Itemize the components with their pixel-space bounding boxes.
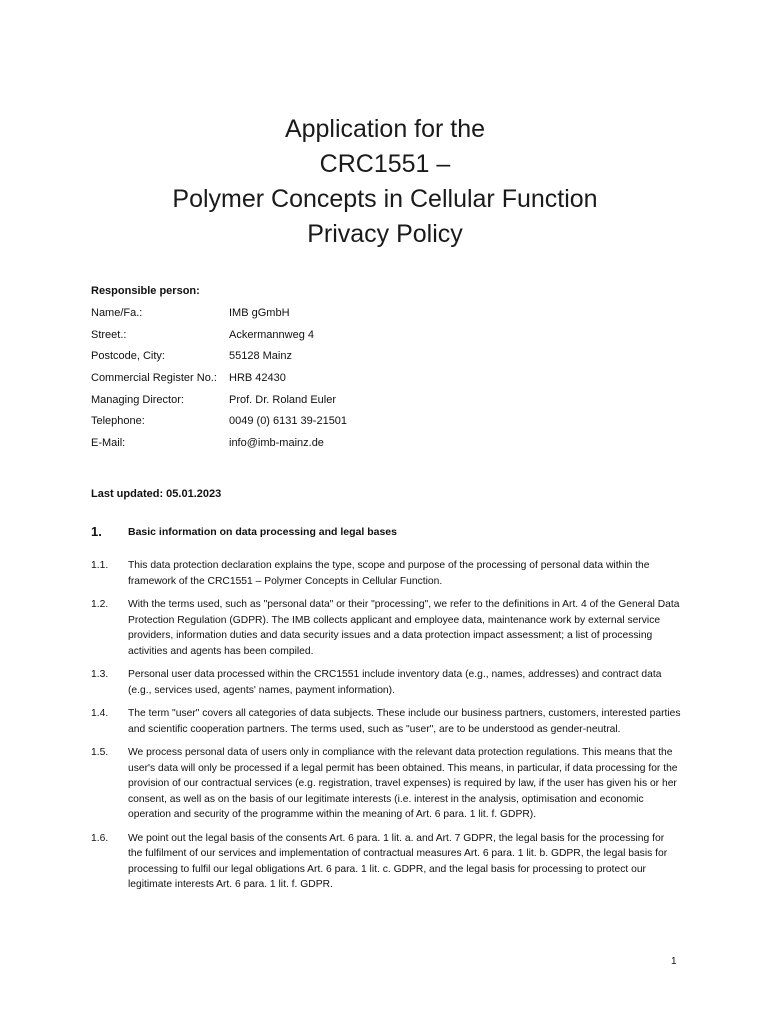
paragraph-text: This data protection declaration explains the type, scope and purpose of the processing of personal data within the framework of the CRC1551 – Polymer Concepts in Cellular Function.: [128, 560, 650, 587]
title-line-2: CRC1551 –: [319, 150, 451, 178]
section-title: Basic information on data processing and legal bases: [128, 526, 397, 538]
email-link[interactable]: info@imb-mainz.de: [229, 437, 324, 450]
last-updated: Last updated: 05.01.2023: [91, 488, 222, 500]
info-row-register: [91, 372, 591, 394]
paragraph-number: 1.5.: [91, 747, 109, 758]
paragraph-text: Personal user data processed within the CRC1551 include inventory data (e.g., names, addresses) and contract data (e.g., services used, agents' names, payment information).: [128, 669, 662, 696]
info-value: Ackermannweg 4: [229, 328, 314, 341]
section-number: 1.: [91, 524, 102, 539]
info-label: Postcode, City:: [91, 350, 165, 363]
info-value: HRB 42430: [229, 372, 286, 385]
info-row-postcode: [91, 350, 591, 372]
info-label: Name/Fa.:: [91, 307, 143, 319]
page-number: 1: [671, 956, 677, 967]
info-label: Commercial Register No.:: [91, 372, 217, 385]
paragraph-number: 1.6.: [91, 832, 109, 844]
paragraph-1-2: [91, 597, 681, 659]
section-paragraphs: [91, 558, 681, 901]
title-line-4: Privacy Policy: [307, 220, 463, 248]
responsible-heading: Responsible person:: [91, 285, 200, 297]
info-row-email: [91, 437, 591, 459]
info-row-name: [91, 307, 591, 329]
paragraph-number: 1.1.: [91, 560, 109, 571]
title-line-1: Application for the: [284, 115, 486, 143]
info-label: Managing Director:: [91, 393, 184, 406]
paragraph-text: We process personal data of users only in compliance with the relevant data protection regulations. This means that the user's data will only be processed if a legal permit has been obtained. This means, in particular, if data processing for the provision of our contractual services (e.g. registration, travel expenses) is required by law, if the user has given his or her consent, as well as on the basis of our legitimate interests (i.e. interest in the analysis, optimisation and economic operation and security of the programme within the meaning of Art. 6 para. 1 lit. f. GDPR).: [128, 747, 678, 820]
paragraph-1-5: [91, 745, 681, 823]
info-label: Street.:: [91, 328, 127, 341]
info-label: E-Mail:: [91, 437, 126, 450]
paragraph-number: 1.4.: [91, 708, 109, 719]
title-line-3: Polymer Concepts in Cellular Function: [172, 185, 598, 213]
info-row-director: [91, 394, 591, 416]
responsible-info-table: [91, 307, 591, 459]
paragraph-text: With the terms used, such as "personal data" or their "processing", we refer to the definitions in Art. 4 of the General Data Protection Regulation (GDPR). The IMB collects applicant and employee data, maintenance work by external service providers, information duties and data security issues and a data protection impact assessment; a list of processing activities and agents has been compiled.: [128, 599, 680, 657]
info-label: Telephone:: [91, 415, 145, 428]
info-value: Prof. Dr. Roland Euler: [229, 393, 336, 406]
paragraph-1-3: [91, 667, 681, 698]
paragraph-1-1: [91, 558, 681, 589]
document-title: [0, 112, 770, 252]
info-row-street: [91, 329, 591, 351]
paragraph-text: We point out the legal basis of the consents Art. 6 para. 1 lit. a. and Art. 7 GDPR, the legal basis for the processing for the fulfilment of our services and implementation of contractual measures Art. 6 para. 1 lit. b. GDPR, the legal basis for processing to fulfil our legal obligations Art. 6 para. 1 lit. c. GDPR, and the legal basis for processing to protect our legitimate interests Art. 6 para. 1 lit. f. GDPR.: [128, 832, 668, 890]
info-value: 0049 (0) 6131 39-21501: [229, 415, 348, 428]
paragraph-text: The term "user" covers all categories of data subjects. These include our business partners, customers, interested parties and scientific cooperation partners. The terms used, such as "user", are to be understood as gender-neutral.: [128, 708, 681, 735]
info-value: 55128 Mainz: [229, 350, 292, 363]
info-row-telephone: [91, 415, 591, 437]
paragraph-1-4: [91, 706, 681, 737]
paragraph-1-6: [91, 831, 681, 893]
paragraph-number: 1.2.: [91, 599, 109, 610]
info-value: IMB gGmbH: [229, 307, 290, 319]
paragraph-number: 1.3.: [91, 669, 109, 680]
